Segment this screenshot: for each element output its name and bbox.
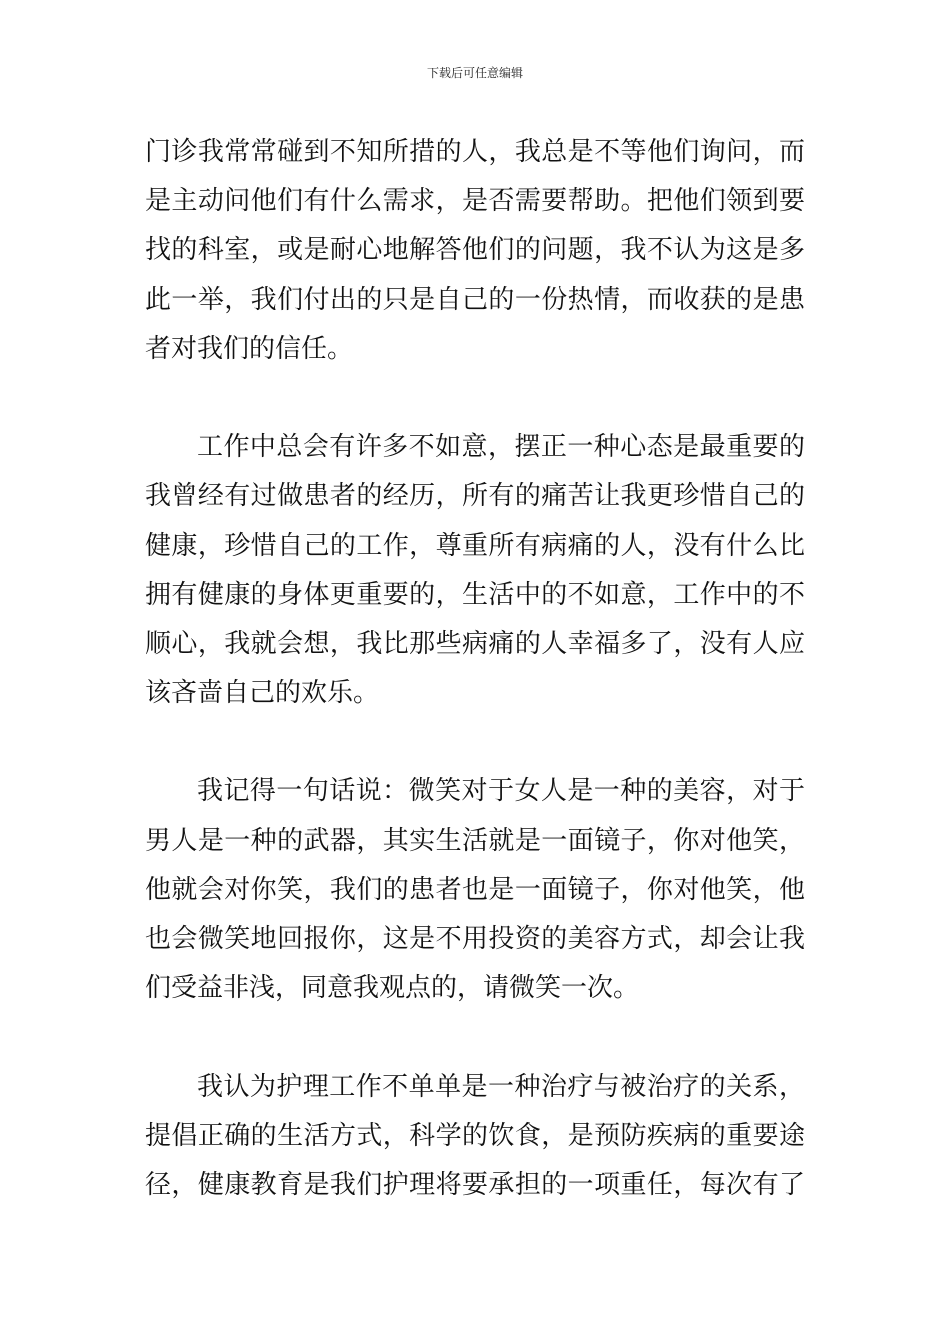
paragraph-4: [145, 1063, 805, 1211]
text-line: 者对我们的信任。: [145, 333, 354, 364]
text-line: 径，健康教育是我们护理将要承担的一项重任，每次有了: [145, 1169, 805, 1200]
text-line: 此一举，我们付出的只是自己的一份热情，而收获的是患: [145, 284, 805, 315]
text-line: 是主动问他们有什么需求，是否需要帮助。把他们领到要: [145, 186, 805, 217]
text-line: 工作中总会有许多不如意，摆正一种心态是最重要的: [197, 432, 805, 463]
text-line: 我认为护理工作不单单是一种治疗与被治疗的关系，: [197, 1071, 805, 1102]
paragraph-3: [145, 767, 805, 1013]
document-body: [145, 128, 805, 1210]
paragraph-gap: [145, 718, 805, 767]
text-line: 拥有健康的身体更重要的，生活中的不如意，工作中的不: [145, 579, 805, 610]
text-line: 我记得一句话说：微笑对于女人是一种的美容，对于: [197, 776, 805, 807]
page-header: 下载后可任意编辑: [426, 66, 523, 80]
text-line: 他就会对你笑，我们的患者也是一面镜子，你对他笑，他: [145, 874, 805, 905]
paragraph-gap: [145, 374, 805, 423]
paragraph-gap: [145, 1013, 805, 1062]
text-line: 找的科室，或是耐心地解答他们的问题，我不认为这是多: [145, 235, 805, 266]
text-line: 该吝啬自己的欢乐。: [145, 678, 380, 709]
paragraph-2: [145, 423, 805, 718]
text-line: 也会微笑地回报你，这是不用投资的美容方式，却会让我: [145, 924, 805, 954]
text-line: 男人是一种的武器，其实生活就是一面镜子，你对他笑，: [145, 825, 805, 856]
text-line: 们受益非浅，同意我观点的，请微笑一次。: [145, 973, 640, 1004]
text-line: 提倡正确的生活方式，科学的饮食，是预防疾病的重要途: [145, 1120, 805, 1151]
text-line: 健康，珍惜自己的工作，尊重所有病痛的人，没有什么比: [145, 530, 805, 561]
text-line: 门诊我常常碰到不知所措的人，我总是不等他们询问，而: [145, 137, 805, 167]
text-line: 顺心，我就会想，我比那些病痛的人幸福多了，没有人应: [145, 628, 805, 659]
text-line: 我曾经有过做患者的经历，所有的痛苦让我更珍惜自己的: [145, 481, 805, 512]
paragraph-1: [145, 128, 805, 374]
